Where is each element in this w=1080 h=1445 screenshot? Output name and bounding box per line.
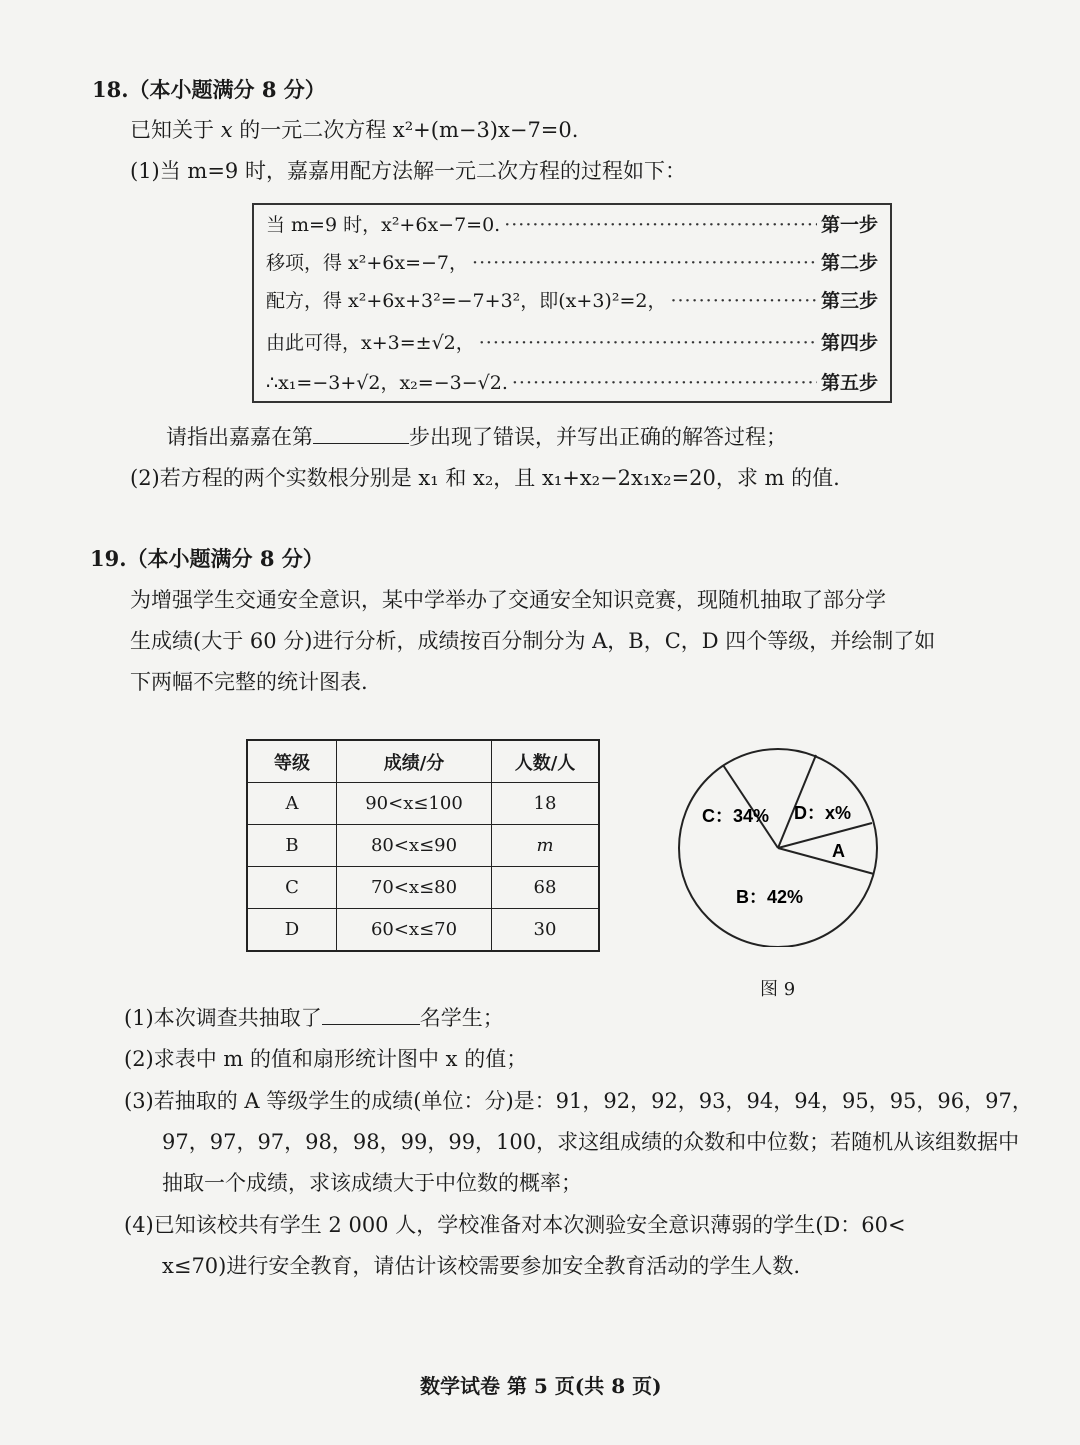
count-cell: 68 [492, 867, 600, 909]
step-text: 当 m=9 时，x²+6x−7=0. [266, 214, 501, 236]
step-3 [266, 287, 878, 315]
step-label: 第五步 [820, 372, 878, 394]
instruction-post: 步出现了错误，并写出正确的解答过程； [409, 425, 787, 449]
step-2 [266, 249, 878, 277]
step-label: 第三步 [820, 290, 878, 312]
q19-intro-line: 为增强学生交通安全意识，某中学举办了交通安全知识竞赛，现随机抽取了部分学 [130, 588, 886, 612]
step-label: 第二步 [820, 252, 878, 274]
range-cell: 60<x≤70 [337, 909, 492, 952]
grade-cell: C [247, 867, 337, 909]
q19-part2: (2)求表中 m 的值和扇形统计图中 x 的值； [124, 1047, 528, 1071]
q18-intro [130, 116, 578, 144]
range-cell: 80<x≤90 [337, 825, 492, 867]
range-cell: 70<x≤80 [337, 867, 492, 909]
table-row [247, 909, 599, 952]
leader-dots [670, 287, 817, 315]
step-label: 第四步 [820, 332, 878, 354]
q18-part1: (1)当 m=9 时，嘉嘉用配方法解一元二次方程的过程如下： [130, 159, 686, 183]
grade-cell: D [247, 909, 337, 952]
part1-post: 名学生； [419, 1006, 504, 1030]
table-row [247, 825, 599, 867]
grade-cell: A [247, 783, 337, 825]
q19-part3-line: (3)若抽取的 A 等级学生的成绩(单位：分)是：91，92，92，93，94，94，95，95，96，97， [124, 1089, 1033, 1113]
q18-intro-mid: 的一元二次方程 [232, 118, 393, 142]
q19-intro-line: 下两幅不完整的统计图表. [130, 670, 368, 694]
pie-divider-d-a [778, 823, 872, 848]
instruction-pre: 请指出嘉嘉在第 [166, 425, 313, 449]
figure-caption: 图 9 [760, 979, 796, 1000]
pie-label-a: A [832, 841, 845, 861]
solution-steps-box [252, 203, 892, 403]
q19-part4-line: x≤70)进行安全教育，请估计该校需要参加安全教育活动的学生人数. [162, 1254, 801, 1278]
q18-instruction [166, 423, 787, 451]
q18-header: 18.（本小题满分 8 分） [92, 77, 326, 102]
part1-pre: (1)本次调查共抽取了 [124, 1006, 322, 1030]
col-header: 成绩/分 [337, 740, 492, 783]
q19-intro-line: 生成绩(大于 60 分)进行分析，成绩按百分制分为 A，B，C，D 四个等级，并绘制了如 [130, 629, 936, 653]
answer-blank[interactable] [322, 1004, 420, 1025]
table-header-row [247, 740, 599, 783]
pie-label-c: C：34% [702, 806, 770, 826]
q19-header: 19.（本小题满分 8 分） [90, 546, 324, 571]
q18-intro-var: x [220, 118, 233, 142]
grade-cell: B [247, 825, 337, 867]
step-text: ∴x₁=−3+√2，x₂=−3−√2. [266, 372, 508, 394]
range-cell: 90<x≤100 [337, 783, 492, 825]
step-text: 由此可得，x+3=±√2， [266, 332, 475, 354]
q19-part1 [124, 1004, 504, 1032]
step-1 [266, 211, 878, 239]
step-5 [266, 369, 878, 397]
pie-chart [678, 737, 882, 947]
count-cell: m [492, 825, 600, 867]
leader-dots [504, 211, 817, 239]
q18-part2: (2)若方程的两个实数根分别是 x₁ 和 x₂，且 x₁+x₂−2x₁x₂=20，求 m 的值. [130, 466, 840, 490]
pie-divider-c-d [778, 755, 816, 848]
q19-part4-line: (4)已知该校共有学生 2 000 人，学校准备对本次测验安全意识薄弱的学生(D：60< [124, 1213, 906, 1237]
step-label: 第一步 [820, 214, 878, 236]
q19-part3-line: 抽取一个成绩，求该成绩大于中位数的概率； [162, 1171, 582, 1195]
step-text: 移项，得 x²+6x=−7， [266, 252, 469, 274]
pie-label-d: D：x% [794, 803, 852, 823]
col-header: 人数/人 [492, 740, 600, 783]
leader-dots [479, 329, 817, 357]
answer-blank[interactable] [313, 423, 409, 444]
leader-dots [512, 369, 817, 397]
grade-table [246, 739, 600, 952]
leader-dots [472, 249, 817, 277]
col-header: 等级 [247, 740, 337, 783]
count-cell: 30 [492, 909, 600, 952]
q18-equation: x²+(m−3)x−7=0. [392, 118, 579, 142]
q19-part3-line: 97，97，97，98，98，99，99，100，求这组成绩的众数和中位数；若随机从该组数据中 [162, 1130, 1020, 1154]
step-text: 配方，得 x²+6x+3²=−7+3²，即(x+3)²=2， [266, 290, 667, 312]
count-cell: 18 [492, 783, 600, 825]
q18-intro-pre: 已知关于 [130, 118, 221, 142]
page-footer: 数学试卷 第 5 页(共 8 页) [420, 1374, 662, 1398]
pie-divider-a-b [778, 848, 874, 874]
table-row [247, 783, 599, 825]
pie-label-b: B：42% [736, 887, 804, 907]
table-row [247, 867, 599, 909]
step-4 [266, 329, 878, 357]
